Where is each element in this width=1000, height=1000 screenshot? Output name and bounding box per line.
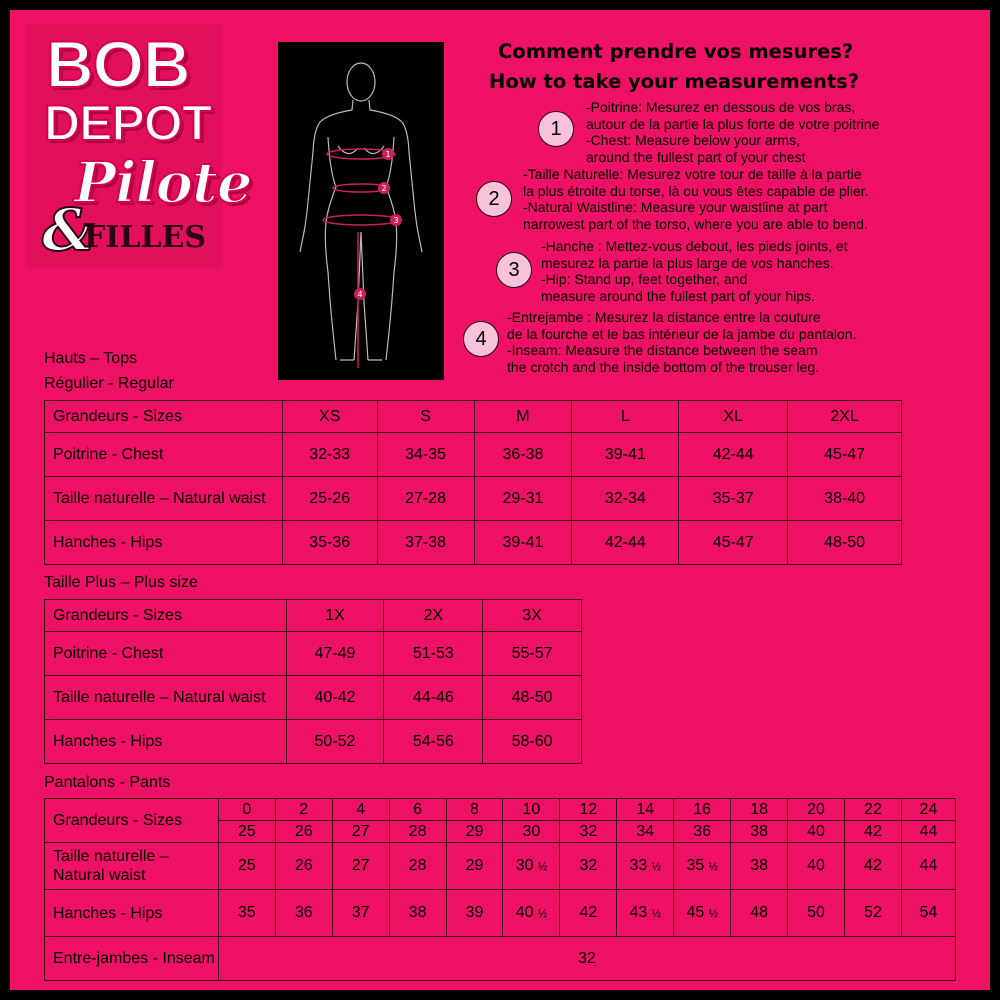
value-cell bbox=[617, 890, 674, 937]
size-cell: S bbox=[377, 401, 474, 433]
value-cell: 32-34 bbox=[572, 477, 679, 521]
value-cell: 36-38 bbox=[474, 433, 572, 477]
logo-text-depot: DEPOT bbox=[44, 95, 212, 151]
row-label: Entre-jambes - Inseam bbox=[45, 937, 219, 981]
value-cell: 45-47 bbox=[788, 433, 902, 477]
value-cell bbox=[446, 843, 503, 890]
value-cell: 0 bbox=[218, 799, 275, 821]
value-cell bbox=[731, 843, 788, 890]
value-cell bbox=[218, 890, 275, 937]
value-cell bbox=[389, 843, 446, 890]
step-2-text: -Taille Naturelle: Mesurez votre tour de taille à la partie la plus étroite du torse, là ou vous êtes capable de plier. -Natural Waistline: Measure your waistline at part narrowest part of the torso, where you are able to bend. bbox=[523, 166, 869, 232]
value-cell: 38 bbox=[731, 821, 788, 843]
value-cell bbox=[901, 890, 955, 937]
value-cell: 25 bbox=[218, 821, 275, 843]
table-row bbox=[45, 720, 582, 764]
heading-english: How to take your measurements? bbox=[489, 70, 860, 93]
row-label: Hanches - Hips bbox=[45, 720, 287, 764]
step-2-number: 2 bbox=[476, 181, 512, 217]
size-cell: 3X bbox=[483, 600, 582, 632]
value-half: ½ bbox=[651, 861, 661, 873]
value-cell bbox=[275, 843, 332, 890]
value-main: 30 bbox=[515, 857, 534, 874]
step-4-text: -Entrejambe : Mesurez la distance entre la couture de la fourche et le bas intérieur de la jambe du pantalon. -Inseam: Measure the distance between the seam the crotch and the inside bottom of the trouser leg. bbox=[507, 309, 857, 375]
sizes-header-cell: Grandeurs - Sizes bbox=[45, 600, 287, 632]
value-main: 42 bbox=[579, 904, 598, 921]
value-cell bbox=[617, 843, 674, 890]
tops-section-title: Hauts – Tops bbox=[44, 350, 138, 367]
value-cell: 12 bbox=[560, 799, 617, 821]
value-cell bbox=[503, 890, 560, 937]
value-cell: 44-46 bbox=[384, 676, 483, 720]
value-cell bbox=[560, 890, 617, 937]
row-label: Hanches - Hips bbox=[45, 890, 219, 937]
value-cell: 29 bbox=[446, 821, 503, 843]
value-cell: 45-47 bbox=[679, 521, 788, 565]
value-main: 44 bbox=[919, 857, 938, 874]
value-cell bbox=[218, 843, 275, 890]
value-cell: 48-50 bbox=[788, 521, 902, 565]
value-main: 43 bbox=[629, 904, 648, 921]
value-cell: 54-56 bbox=[384, 720, 483, 764]
pants-section-title: Pantalons - Pants bbox=[44, 774, 171, 791]
value-main: 38 bbox=[750, 857, 768, 874]
tops-section-subtitle: Régulier - Regular bbox=[44, 375, 174, 392]
value-main: 40 bbox=[807, 857, 825, 874]
inseam-value-cell: 32 bbox=[218, 937, 955, 981]
value-half: ½ bbox=[708, 908, 718, 920]
table-row bbox=[45, 890, 956, 937]
value-cell bbox=[332, 843, 389, 890]
value-cell: 50-52 bbox=[286, 720, 384, 764]
value-cell: 42-44 bbox=[679, 433, 788, 477]
value-main: 26 bbox=[294, 857, 313, 874]
marker-2: 2 bbox=[381, 184, 387, 193]
value-main: 54 bbox=[919, 904, 938, 921]
value-half: ½ bbox=[651, 908, 661, 920]
sizes-header-cell: Grandeurs - Sizes bbox=[45, 799, 219, 843]
value-main: 50 bbox=[807, 904, 825, 921]
value-main: 27 bbox=[351, 857, 370, 874]
value-cell: 26 bbox=[275, 821, 332, 843]
value-main: 25 bbox=[237, 857, 256, 874]
row-label: Poitrine - Chest bbox=[45, 433, 283, 477]
plus-section-title: Taille Plus – Plus size bbox=[44, 574, 198, 591]
value-cell: 24 bbox=[901, 799, 955, 821]
value-cell bbox=[275, 890, 332, 937]
size-cell: 1X bbox=[286, 600, 384, 632]
value-cell bbox=[788, 843, 845, 890]
logo-text-filles: FILLES bbox=[84, 220, 207, 255]
plus-size-table bbox=[44, 599, 582, 764]
value-cell: 35-36 bbox=[282, 521, 377, 565]
value-cell: 48-50 bbox=[483, 676, 582, 720]
row-label: Hanches - Hips bbox=[45, 521, 283, 565]
value-cell: 55-57 bbox=[483, 632, 582, 676]
size-cell: M bbox=[474, 401, 572, 433]
value-main: 35 bbox=[686, 857, 705, 874]
table-row bbox=[45, 843, 956, 890]
pants-size-table bbox=[44, 798, 956, 981]
marker-1: 1 bbox=[385, 150, 391, 159]
value-cell bbox=[560, 843, 617, 890]
value-cell: 36 bbox=[674, 821, 731, 843]
value-cell: 35-37 bbox=[679, 477, 788, 521]
value-cell bbox=[674, 843, 731, 890]
value-cell: 39-41 bbox=[572, 433, 679, 477]
value-cell: 6 bbox=[389, 799, 446, 821]
value-cell bbox=[503, 843, 560, 890]
size-cell: 2XL bbox=[788, 401, 902, 433]
table-row bbox=[45, 477, 902, 521]
row-label: Poitrine - Chest bbox=[45, 632, 287, 676]
value-cell bbox=[446, 890, 503, 937]
table-row bbox=[45, 937, 956, 981]
table-row bbox=[45, 433, 902, 477]
table-header-row bbox=[45, 401, 902, 433]
body-measurement-figure bbox=[278, 42, 444, 380]
brand-logo bbox=[26, 24, 252, 268]
value-cell: 44 bbox=[901, 821, 955, 843]
value-cell: 4 bbox=[332, 799, 389, 821]
value-main: 42 bbox=[864, 857, 882, 874]
row-label: Taille naturelle – Natural waist bbox=[45, 477, 283, 521]
step-1-number: 1 bbox=[538, 111, 574, 147]
table-row bbox=[45, 632, 582, 676]
logo-ampersand: & bbox=[42, 196, 95, 264]
value-main: 35 bbox=[237, 904, 256, 921]
value-cell: 2 bbox=[275, 799, 332, 821]
value-main: 52 bbox=[864, 904, 882, 921]
value-cell: 27 bbox=[332, 821, 389, 843]
table-row bbox=[45, 676, 582, 720]
value-cell: 47-49 bbox=[286, 632, 384, 676]
heading-french: Comment prendre vos mesures? bbox=[498, 40, 854, 63]
value-cell: 16 bbox=[674, 799, 731, 821]
size-cell: 2X bbox=[384, 600, 483, 632]
size-chart-page bbox=[10, 10, 990, 990]
value-main: 33 bbox=[629, 857, 648, 874]
value-main: 36 bbox=[294, 904, 313, 921]
table-row bbox=[45, 521, 902, 565]
value-main: 48 bbox=[750, 904, 768, 921]
tops-size-table bbox=[44, 400, 902, 565]
value-cell: 20 bbox=[788, 799, 845, 821]
value-cell: 42 bbox=[844, 821, 901, 843]
value-main: 39 bbox=[465, 904, 484, 921]
value-cell: 14 bbox=[617, 799, 674, 821]
marker-4: 4 bbox=[357, 290, 363, 299]
body-outline-icon bbox=[278, 42, 444, 380]
value-cell: 38-40 bbox=[788, 477, 902, 521]
value-main: 29 bbox=[465, 857, 484, 874]
value-cell: 37-38 bbox=[377, 521, 474, 565]
value-main: 45 bbox=[686, 904, 705, 921]
value-cell: 10 bbox=[503, 799, 560, 821]
row-label: Taille naturelle – Natural waist bbox=[45, 843, 219, 890]
value-cell bbox=[332, 890, 389, 937]
value-cell: 51-53 bbox=[384, 632, 483, 676]
value-cell: 27-28 bbox=[377, 477, 474, 521]
table-header-row bbox=[45, 799, 956, 821]
value-cell: 58-60 bbox=[483, 720, 582, 764]
value-cell bbox=[731, 890, 788, 937]
value-cell: 18 bbox=[731, 799, 788, 821]
table-header-row bbox=[45, 600, 582, 632]
value-cell: 32 bbox=[560, 821, 617, 843]
value-cell: 34-35 bbox=[377, 433, 474, 477]
value-main: 32 bbox=[579, 857, 598, 874]
step-4-number: 4 bbox=[463, 321, 499, 357]
logo-text-bob: BOB bbox=[46, 27, 190, 101]
marker-3: 3 bbox=[393, 216, 399, 225]
value-cell: 32-33 bbox=[282, 433, 377, 477]
value-cell: 29-31 bbox=[474, 477, 572, 521]
value-main: 28 bbox=[408, 857, 427, 874]
value-cell bbox=[389, 890, 446, 937]
value-cell bbox=[844, 843, 901, 890]
step-3-number: 3 bbox=[496, 252, 532, 288]
row-label: Taille naturelle – Natural waist bbox=[45, 676, 287, 720]
value-cell bbox=[674, 890, 731, 937]
value-cell: 40-42 bbox=[286, 676, 384, 720]
value-cell: 34 bbox=[617, 821, 674, 843]
size-cell: XL bbox=[679, 401, 788, 433]
logo-text-pilote: Pilote bbox=[74, 150, 252, 216]
size-cell: L bbox=[572, 401, 679, 433]
step-3-text: -Hanche : Mettez-vous debout, les pieds joints, et mesurez la partie la plus large de vos hanches. -Hip: Stand up, feet together, and measure around the fullest part of your hips. bbox=[541, 238, 848, 304]
step-1-text: -Poitrine: Mesurez en dessous de vos bras, autour de la partie la plus forte de votre poitrine -Chest: Measure below your arms, around the fullest part of your chest bbox=[586, 99, 880, 165]
value-cell: 22 bbox=[844, 799, 901, 821]
value-cell: 8 bbox=[446, 799, 503, 821]
value-main: 40 bbox=[515, 904, 534, 921]
value-cell bbox=[901, 843, 955, 890]
value-cell: 40 bbox=[788, 821, 845, 843]
value-cell: 30 bbox=[503, 821, 560, 843]
size-cell: XS bbox=[282, 401, 377, 433]
value-cell: 28 bbox=[389, 821, 446, 843]
sizes-header-cell: Grandeurs - Sizes bbox=[45, 401, 283, 433]
value-half: ½ bbox=[537, 861, 548, 873]
value-half: ½ bbox=[537, 908, 548, 920]
value-cell bbox=[844, 890, 901, 937]
value-main: 37 bbox=[351, 904, 370, 921]
value-cell: 39-41 bbox=[474, 521, 572, 565]
value-half: ½ bbox=[708, 861, 718, 873]
value-main: 38 bbox=[408, 904, 427, 921]
value-cell bbox=[788, 890, 845, 937]
value-cell: 25-26 bbox=[282, 477, 377, 521]
value-cell: 42-44 bbox=[572, 521, 679, 565]
